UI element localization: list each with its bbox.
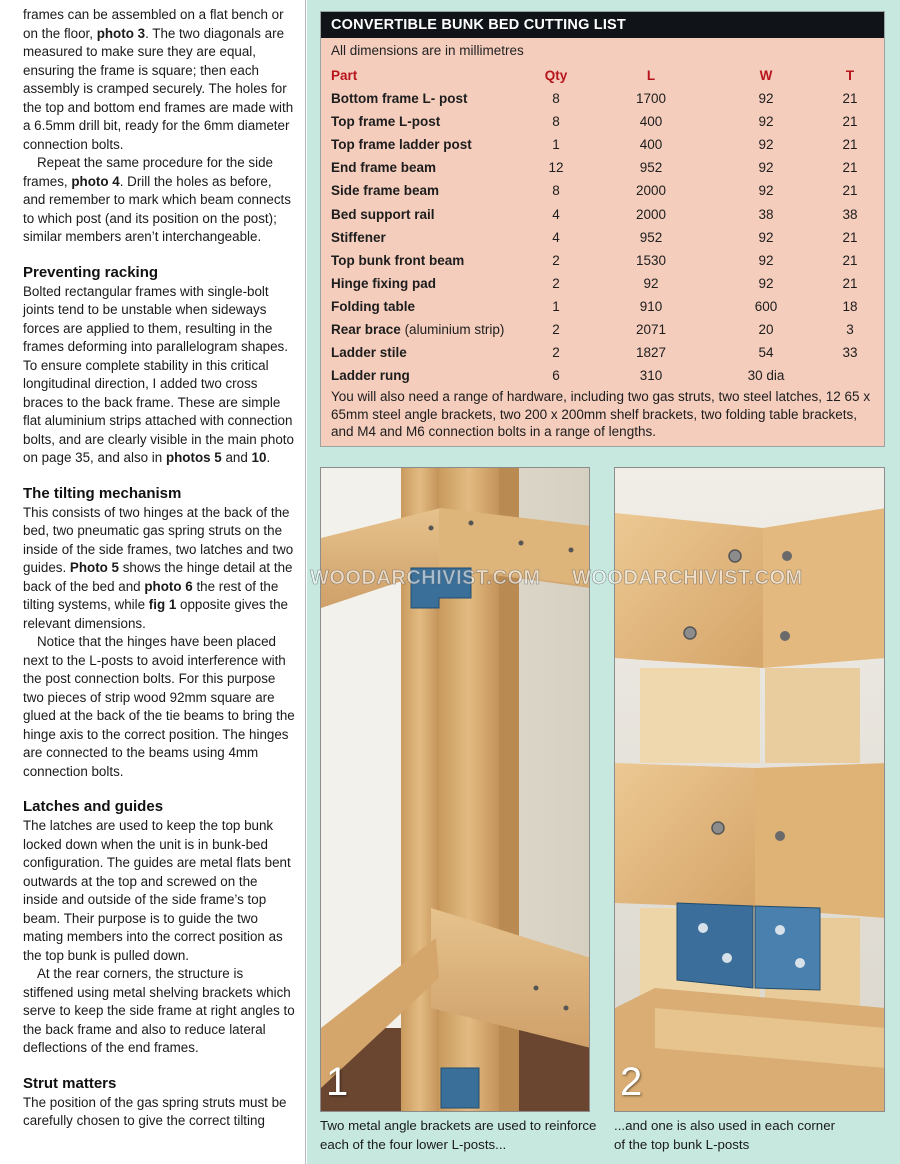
cell-qty: 6 — [552, 368, 560, 384]
photo-1-caption-line-1: Two metal angle brackets are used to reinforce — [320, 1118, 597, 1133]
cell-qty: 2 — [552, 252, 560, 268]
cell-width: 92 — [758, 137, 774, 153]
paragraph-latches: The latches are used to keep the top bunk locked down when the unit is in bunk-bed configuration. The guides are metal flats bent outwards at the top and screwed on the inside and outside of the side frame’s top beam. Their purpose is to guide the two mating members into the correct position as the top bunk is pulled down. — [23, 818, 291, 963]
photo-2-illustration — [615, 468, 885, 1112]
cell-part — [331, 133, 521, 156]
header-width: W — [759, 68, 773, 83]
header-part: Part — [331, 68, 358, 83]
cell-part — [331, 156, 521, 179]
part-name: Stiffener — [331, 229, 386, 245]
part-name: End frame beam — [331, 160, 437, 176]
cell-thickness: 18 — [842, 298, 858, 314]
photo-1-caption-line-2: each of the four lower L-posts... — [320, 1136, 507, 1152]
cell-length: 1700 — [635, 91, 667, 107]
table-row — [331, 318, 879, 341]
paragraph-frames: frames can be assembled on a flat bench or on the floor, photo 3. The two diagonals are measured to make sure they are equal, ensuring the frame is square; then each assembly is cramped securely. The holes for the top and bottom end frames are made with a 6.5mm drill bit, ready for the 6mm diameter connection bolts. — [23, 7, 294, 152]
cutting-list-note: All dimensions are in millimetres — [331, 43, 524, 58]
table-header-row — [331, 64, 879, 87]
cutting-list-body — [331, 87, 879, 387]
part-name: Top frame L-post — [331, 114, 441, 130]
part-name: Hinge fixing pad — [331, 275, 437, 291]
paragraph-tilting: This consists of two hinges at the back of the bed, two pneumatic gas spring struts on the inside of the side frames, two latches and two guides. Photo 5 shows the hinge detail at the back of the bed and photo 6 the rest of the tilting systems, while fig 1 opposite gives the relevant dimensions. — [23, 504, 294, 631]
table-row — [331, 110, 879, 133]
cell-part — [331, 202, 521, 225]
cell-thickness: 21 — [842, 137, 858, 153]
cell-width: 54 — [758, 345, 774, 361]
cell-length: 400 — [639, 137, 663, 153]
cell-length: 310 — [639, 368, 663, 384]
table-row — [331, 364, 879, 387]
cell-part — [331, 226, 521, 249]
photo-1-number: 1 — [326, 1060, 349, 1104]
cell-width: 600 — [754, 298, 778, 314]
cell-part — [331, 341, 521, 364]
cell-length: 1530 — [635, 252, 667, 268]
header-thickness: T — [845, 68, 855, 83]
watermark-2: WOODARCHIVIST.COM — [572, 567, 803, 589]
photo-2-caption-line-1: ...and one is also used in each corner — [614, 1118, 836, 1133]
heading-tilting-mechanism: The tilting mechanism — [23, 484, 182, 502]
photo-2-caption — [614, 1117, 889, 1154]
cell-length: 2000 — [635, 206, 667, 222]
heading-latches-guides: Latches and guides — [23, 798, 164, 815]
cell-qty: 8 — [552, 91, 560, 107]
cell-length: 952 — [639, 160, 663, 176]
photo-2-number: 2 — [620, 1060, 643, 1104]
cell-width: 30 dia — [747, 368, 785, 384]
cell-thickness: 21 — [842, 229, 858, 245]
table-row — [331, 133, 879, 156]
paragraph-side-frames: Repeat the same procedure for the side frames, photo 4. Drill the holes as before, and remember to mark which beam connects to which post (and its position on the post); similar members aren’t interchangeable. — [23, 155, 291, 244]
cell-thickness: 21 — [842, 183, 858, 199]
part-name: Ladder rung — [331, 368, 410, 384]
paragraph-racking: Bolted rectangular frames with single-bolt joints tend to be unstable when sideways forces are applied to them, resulting in the frames deforming into parallelogram shapes. To ensure complete stability in this critical longitudinal direction, I added two cross braces to the back frame. These are simple flat aluminium strips attached with connection bolts, and are clearly visible in the main photo on page 35, and also in photos 5 and 10. — [23, 283, 294, 465]
cell-thickness: 3 — [846, 321, 854, 337]
cell-part — [331, 179, 521, 202]
cell-length: 2000 — [635, 183, 667, 199]
cell-length: 910 — [639, 298, 663, 314]
cell-width: 20 — [758, 321, 774, 337]
table-row — [331, 87, 879, 110]
cell-thickness: 21 — [842, 275, 858, 291]
photo-1-illustration — [321, 468, 590, 1112]
cell-length: 952 — [639, 229, 663, 245]
photo-1-angle-brackets — [320, 467, 590, 1112]
cell-thickness — [821, 364, 879, 387]
photo-1-caption — [320, 1117, 605, 1154]
part-name: Folding table — [331, 298, 415, 314]
table-row — [331, 179, 879, 202]
table-row — [331, 156, 879, 179]
cell-length: 92 — [643, 275, 659, 291]
header-length: L — [646, 68, 656, 83]
cell-qty: 8 — [552, 183, 560, 199]
heading-preventing-racking: Preventing racking — [23, 263, 159, 281]
cell-thickness: 33 — [842, 345, 858, 361]
paragraph-rear-corners: At the rear corners, the structure is stiffened using metal shelving brackets which serve to keep the side frame at right angles to the back frame and also to reduce lateral deflections of the end frames. — [23, 966, 295, 1055]
photo-2-corner-bracket — [614, 467, 885, 1112]
cell-part — [331, 364, 521, 387]
cell-thickness: 21 — [842, 252, 858, 268]
cell-width: 92 — [758, 275, 774, 291]
cell-width: 38 — [758, 206, 774, 222]
cell-length: 1827 — [635, 345, 667, 361]
cell-part — [331, 295, 521, 318]
table-row — [331, 341, 879, 364]
cell-part — [331, 249, 521, 272]
cutting-list-box — [320, 11, 885, 447]
cell-thickness: 21 — [842, 91, 858, 107]
part-name: Rear brace — [331, 321, 401, 337]
cell-qty: 1 — [552, 298, 560, 314]
cell-part — [331, 110, 521, 133]
table-row — [331, 295, 879, 318]
hardware-note: You will also need a range of hardware, including two gas struts, two steel latches, 12 65 x 65mm steel angle brackets, two 200 x 200mm shelf brackets, two folding table brackets, and M4 and M6 connection bolts in a range of lengths. — [331, 389, 871, 439]
cell-length: 400 — [639, 114, 663, 130]
header-qty: Qty — [544, 68, 568, 83]
cell-part — [331, 272, 521, 295]
cell-thickness: 38 — [842, 206, 858, 222]
cell-qty: 2 — [552, 275, 560, 291]
cell-part — [331, 318, 521, 341]
cell-width: 92 — [758, 160, 774, 176]
part-name: Top bunk front beam — [331, 252, 465, 268]
cell-thickness: 21 — [842, 160, 858, 176]
table-row — [331, 226, 879, 249]
cell-qty: 4 — [552, 206, 560, 222]
cutting-list-table — [331, 64, 879, 387]
cell-width: 92 — [758, 229, 774, 245]
cell-width: 92 — [758, 91, 774, 107]
part-name: Bed support rail — [331, 206, 435, 222]
paragraph-strut: The position of the gas spring struts must be carefully chosen to give the correct tilting — [23, 1094, 287, 1128]
cell-thickness: 21 — [842, 114, 858, 130]
photo-2-caption-line-2: of the top bunk L-posts — [614, 1136, 750, 1152]
cutting-list-title: CONVERTIBLE BUNK BED CUTTING LIST — [321, 12, 884, 38]
cell-qty: 8 — [552, 114, 560, 130]
article-text-column — [0, 0, 306, 1164]
table-row — [331, 249, 879, 272]
part-name: Top frame ladder post — [331, 137, 472, 153]
cell-qty: 2 — [552, 321, 560, 337]
part-note: (aluminium strip) — [404, 321, 505, 337]
watermark-1: WOODARCHIVIST.COM — [310, 567, 541, 589]
table-row — [331, 272, 879, 295]
cell-width: 92 — [758, 114, 774, 130]
cell-qty: 2 — [552, 345, 560, 361]
cell-qty: 1 — [552, 137, 560, 153]
part-name: Side frame beam — [331, 183, 440, 199]
heading-strut-matters: Strut matters — [23, 1074, 117, 1092]
cell-width: 92 — [758, 252, 774, 268]
cell-length: 2071 — [635, 321, 667, 337]
part-name: Bottom frame L- post — [331, 91, 468, 107]
part-name: Ladder stile — [331, 345, 407, 361]
cell-qty: 4 — [552, 229, 560, 245]
cell-width: 92 — [758, 183, 774, 199]
table-row — [331, 202, 879, 225]
cell-qty: 12 — [548, 160, 564, 176]
cell-part — [331, 87, 521, 110]
paragraph-hinges: Notice that the hinges have been placed next to the L-posts to avoid interference with the post connection bolts. For this purpose two pieces of strip wood 92mm square are glued at the back of the tie beams to bring the hinge axis to the correct position. The hinges are connected to the beams using 4mm connection bolts. — [23, 634, 295, 779]
